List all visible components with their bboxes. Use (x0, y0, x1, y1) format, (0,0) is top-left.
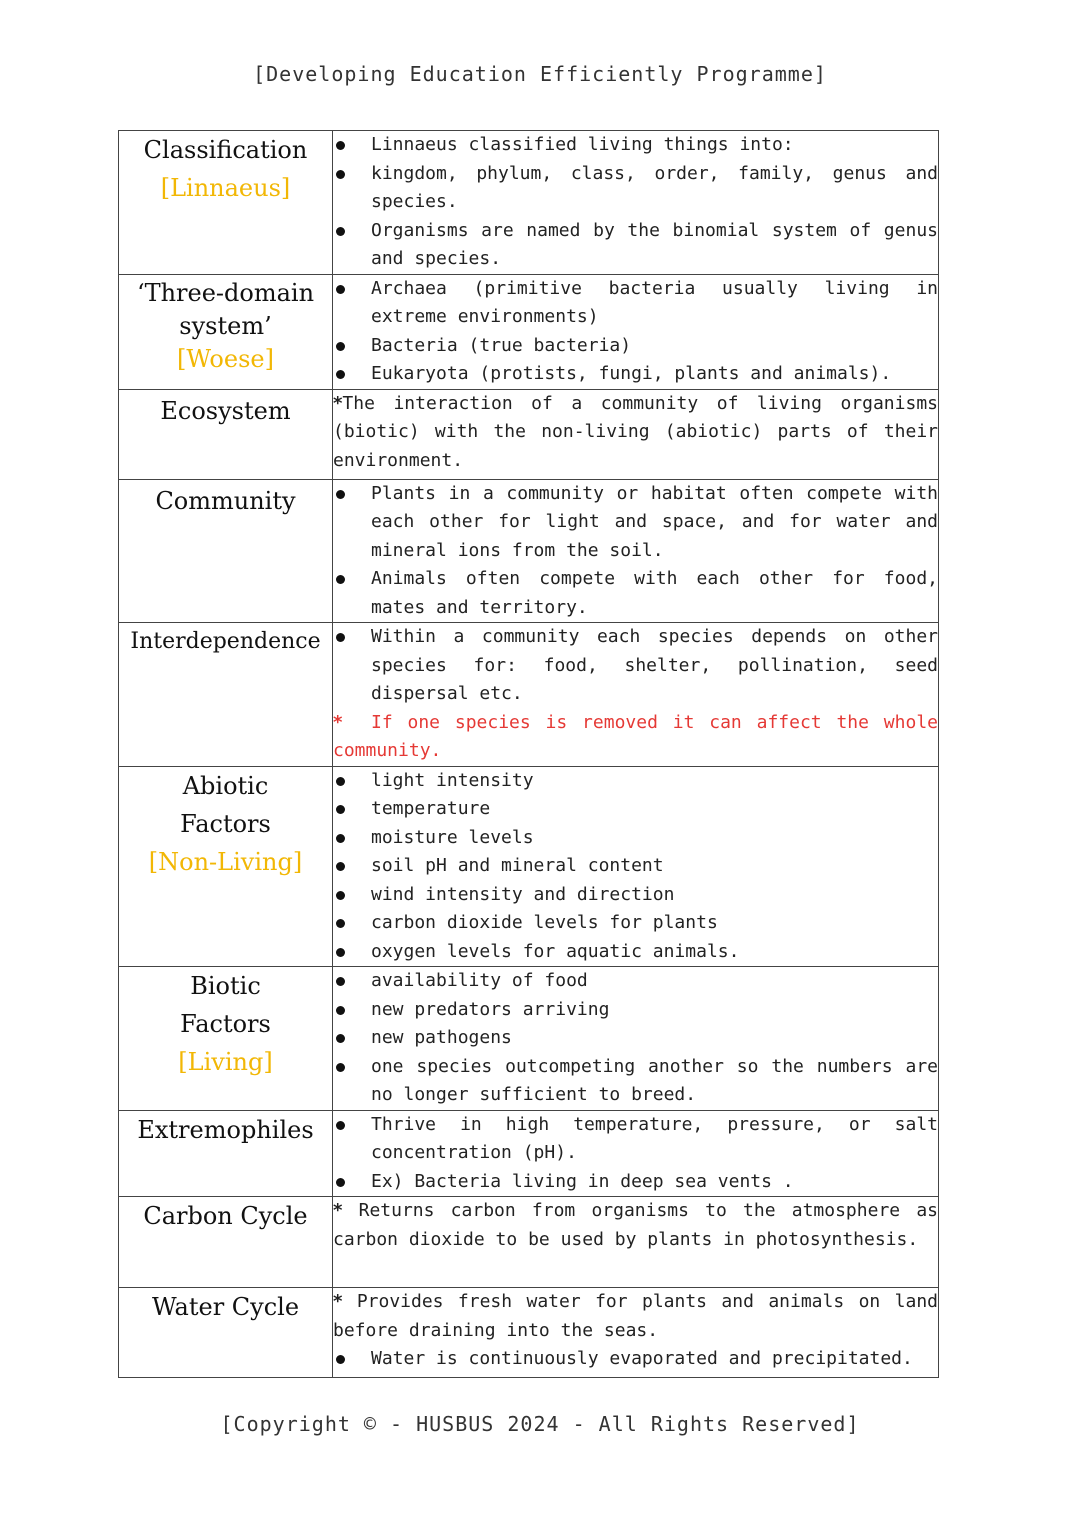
description-cell (333, 274, 939, 389)
list-item: light intensity (333, 767, 938, 796)
term-label: Ecosystem (160, 396, 291, 425)
list-item: new pathogens (333, 1024, 938, 1053)
description-cell (333, 1288, 939, 1378)
star-note (333, 390, 938, 476)
star-note (333, 1288, 938, 1345)
list-item: Plants in a community or habitat often compete with each other for light and space, and for water and mineral ions from the soil. (333, 480, 938, 566)
list-item: moisture levels (333, 824, 938, 853)
table-row (119, 1288, 939, 1378)
term-cell (119, 967, 333, 1111)
description-cell (333, 967, 939, 1111)
list-item: wind intensity and direction (333, 881, 938, 910)
page-footer: [Copyright © - HUSBUS 2024 - All Rights Reserved] (220, 1412, 860, 1436)
list-item: Thrive in high temperature, pressure, or salt concentration (pH). (333, 1111, 938, 1168)
list-item: carbon dioxide levels for plants (333, 909, 938, 938)
description-cell (333, 131, 939, 275)
list-item: oxygen levels for aquatic animals. (333, 938, 938, 967)
term-label: Factors (180, 1010, 271, 1038)
list-item: Archaea (primitive bacteria usually living in extreme environments) (333, 275, 938, 332)
term-label: Water Cycle (151, 1293, 300, 1321)
term-cell (119, 623, 333, 767)
term-label: Biotic (190, 972, 261, 1000)
term-label: Carbon Cycle (143, 1202, 308, 1230)
list-item: Water is continuously evaporated and precipitated. (333, 1345, 938, 1374)
table-row (119, 967, 939, 1111)
table-row (119, 274, 939, 389)
term-label: Extremophiles (137, 1115, 314, 1144)
table-row (119, 389, 939, 479)
list-item: Ex) Bacteria living in deep sea vents . (333, 1168, 938, 1197)
term-cell (119, 766, 333, 967)
term-highlight: [Woese] (177, 344, 274, 373)
term-label: system’ (179, 311, 272, 340)
term-cell (119, 1110, 333, 1197)
table-row (119, 623, 939, 767)
description-cell (333, 1197, 939, 1288)
term-cell (119, 479, 333, 623)
description-cell (333, 1110, 939, 1197)
list-item: Bacteria (true bacteria) (333, 332, 938, 361)
term-cell (119, 274, 333, 389)
list-item: Linnaeus classified living things into: (333, 131, 938, 160)
term-label: Interdependence (130, 629, 321, 654)
description-cell (333, 389, 939, 479)
list-item: Animals often compete with each other for food, mates and territory. (333, 565, 938, 622)
list-item: Eukaryota (protists, fungi, plants and animals). (333, 360, 938, 389)
term-cell (119, 389, 333, 479)
star-note-text: The interaction of a community of living organisms (biotic) with the non-living (abiotic) parts of their environment. (333, 392, 938, 471)
list-item: availability of food (333, 967, 938, 996)
description-cell (333, 479, 939, 623)
asterisk-icon: * (333, 1291, 343, 1312)
list-item: kingdom, phylum, class, order, family, genus and species. (333, 160, 938, 217)
term-label: Classification (143, 136, 308, 164)
star-note (333, 1197, 938, 1254)
term-cell (119, 1197, 333, 1288)
table-row (119, 766, 939, 967)
term-label: Community (155, 486, 296, 515)
term-highlight: [Linnaeus] (160, 174, 291, 202)
list-item: new predators arriving (333, 996, 938, 1025)
table-row (119, 131, 939, 275)
term-cell (119, 1288, 333, 1378)
table-row (119, 479, 939, 623)
asterisk-icon: * (333, 392, 343, 414)
warning-note (333, 709, 938, 766)
term-highlight: [Living] (178, 1048, 273, 1076)
term-label: Factors (180, 809, 271, 838)
term-label: Abiotic (182, 771, 269, 800)
notes-table (118, 130, 939, 1378)
list-item: Within a community each species depends on other species for: food, shelter, pollination, seed dispersal etc. (333, 623, 938, 709)
table-row (119, 1197, 939, 1288)
term-highlight: [Non-Living] (148, 847, 303, 876)
table-row (119, 1110, 939, 1197)
warning-note-text: If one species is removed it can affect the whole community. (333, 711, 938, 761)
star-note-text: Provides fresh water for plants and animals on land before draining into the seas. (333, 1291, 938, 1341)
term-label: ‘Three-domain (136, 278, 315, 307)
star-note-text: Returns carbon from organisms to the atmosphere as carbon dioxide to be used by plants in photosynthesis. (333, 1200, 938, 1250)
page-header: [Developing Education Efficiently Programme] (253, 62, 827, 86)
list-item: soil pH and mineral content (333, 852, 938, 881)
list-item: temperature (333, 795, 938, 824)
term-cell (119, 131, 333, 275)
list-item: Organisms are named by the binomial system of genus and species. (333, 217, 938, 274)
description-cell (333, 623, 939, 767)
list-item: one species outcompeting another so the numbers are no longer sufficient to breed. (333, 1053, 938, 1110)
asterisk-icon: * (333, 711, 343, 733)
asterisk-icon: * (333, 1200, 343, 1221)
description-cell (333, 766, 939, 967)
